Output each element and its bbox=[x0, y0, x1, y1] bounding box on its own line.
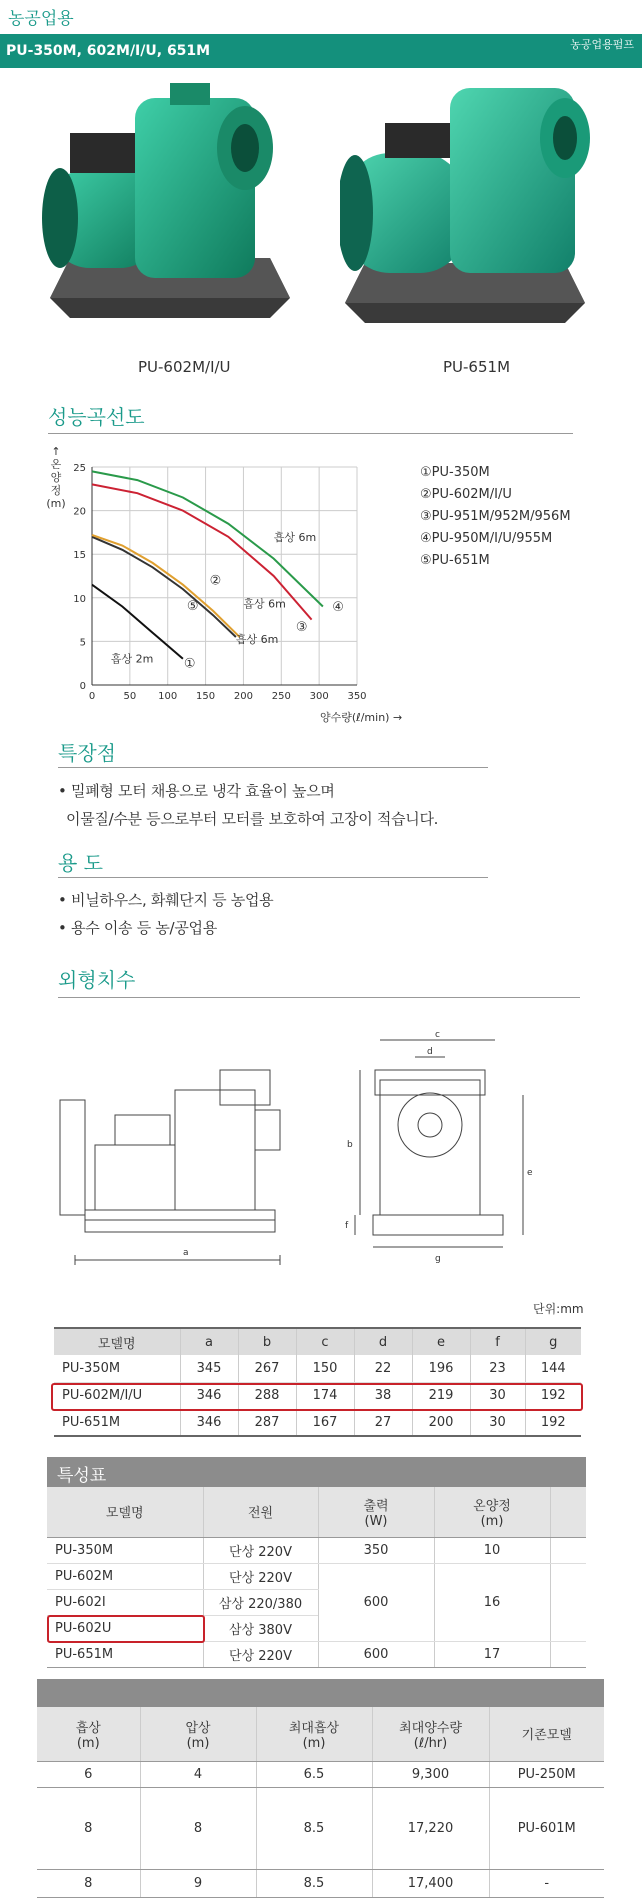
features-title: 특장점 bbox=[58, 741, 116, 765]
table-header: 출력 (W) bbox=[318, 1487, 434, 1537]
x-tick-label: 150 bbox=[196, 691, 216, 702]
table-cell: PU-602M bbox=[47, 1563, 203, 1589]
table-cell: 8 bbox=[37, 1787, 140, 1869]
table-cell: PU-602U bbox=[47, 1615, 203, 1641]
curve-marker: ⑤ bbox=[186, 599, 199, 615]
table-cell: PU-601M bbox=[489, 1787, 604, 1869]
table-cell: 150 bbox=[296, 1355, 354, 1382]
table-cell: 16 bbox=[434, 1563, 550, 1641]
table-header: b bbox=[238, 1328, 296, 1355]
table-cell: 38 bbox=[354, 1382, 412, 1409]
table-cell: 600 bbox=[318, 1563, 434, 1641]
legend-item: ⑤PU-651M bbox=[420, 553, 490, 568]
table-cell: 287 bbox=[238, 1409, 296, 1436]
performance-chart bbox=[60, 455, 410, 725]
usage-title: 용 도 bbox=[58, 851, 103, 875]
table-header: 압상 (m) bbox=[140, 1707, 256, 1761]
product-caption: PU-602M/I/U bbox=[138, 358, 231, 376]
table-cell: PU-602I bbox=[47, 1589, 203, 1615]
table-cell: PU-350M bbox=[47, 1537, 203, 1563]
table-cell: 17,220 bbox=[372, 1787, 489, 1869]
highlight-box bbox=[47, 1615, 205, 1643]
legend-item: ②PU-602M/I/U bbox=[420, 487, 512, 502]
table-cell: 196 bbox=[412, 1355, 470, 1382]
dim-label-e: e bbox=[527, 1168, 533, 1178]
table-cell: 346 bbox=[180, 1409, 238, 1436]
table-cell: 단상 220V bbox=[203, 1537, 318, 1563]
suction-bar bbox=[37, 1679, 604, 1707]
table-row bbox=[37, 1761, 604, 1787]
product-caption: PU-651M bbox=[443, 358, 511, 376]
y-tick-label: 15 bbox=[73, 550, 86, 562]
table-cell: 17 bbox=[434, 1641, 550, 1667]
suction-table bbox=[37, 1707, 604, 1898]
curve-annotation: 흡상 2m bbox=[110, 652, 154, 666]
table-cell: 23 bbox=[470, 1355, 525, 1382]
curve-marker: ③ bbox=[295, 619, 308, 635]
specs-title: 특성표 bbox=[47, 1457, 586, 1487]
curve-annotation: 흡상 6m bbox=[243, 597, 286, 611]
table-cell bbox=[550, 1563, 586, 1641]
usage-line: • 용수 이송 등 농/공업용 bbox=[58, 919, 217, 937]
table-cell: 345 bbox=[180, 1355, 238, 1382]
dim-label-c: c bbox=[435, 1030, 440, 1040]
table-header: 모델명 bbox=[54, 1328, 180, 1355]
y-tick-label: 0 bbox=[79, 681, 86, 692]
table-header: c bbox=[296, 1328, 354, 1355]
y-tick-label: 5 bbox=[79, 637, 86, 649]
x-tick-label: 50 bbox=[123, 691, 137, 702]
table-row bbox=[47, 1537, 586, 1563]
dim-label-a: a bbox=[183, 1248, 189, 1258]
table-row bbox=[37, 1869, 604, 1897]
legend-item: ④PU-950M/I/U/955M bbox=[420, 531, 553, 546]
feature-line: 이물질/수분 등으로부터 모터를 보호하여 고장이 적습니다. bbox=[66, 810, 439, 828]
table-header: 흡상 (m) bbox=[37, 1707, 140, 1761]
table-cell bbox=[550, 1537, 586, 1563]
table-cell: 8.5 bbox=[256, 1787, 372, 1869]
pump-image-651 bbox=[340, 78, 610, 338]
table-header: e bbox=[412, 1328, 470, 1355]
feature-line: • 밀폐형 모터 채용으로 냉각 효율이 높으며 bbox=[58, 782, 335, 800]
table-header: 기존모델 bbox=[489, 1707, 604, 1761]
table-cell: 288 bbox=[238, 1382, 296, 1409]
legend-item: ①PU-350M bbox=[420, 465, 490, 480]
model-line: PU-350M, 602M/I/U, 651M bbox=[6, 43, 211, 59]
table-row bbox=[54, 1355, 581, 1382]
table-row bbox=[54, 1409, 581, 1436]
dimensions-title: 외형치수 bbox=[58, 968, 136, 992]
table-cell: 단상 220V bbox=[203, 1641, 318, 1667]
table-cell: 30 bbox=[470, 1382, 525, 1409]
table-cell: 8.5 bbox=[256, 1869, 372, 1897]
table-header: 최대흡상 (m) bbox=[256, 1707, 372, 1761]
table-cell: 192 bbox=[525, 1409, 581, 1436]
table-cell: 346 bbox=[180, 1382, 238, 1409]
highlight-box bbox=[51, 1383, 583, 1411]
x-tick-label: 250 bbox=[271, 691, 291, 702]
table-cell: - bbox=[489, 1869, 604, 1897]
x-tick-label: 300 bbox=[309, 691, 329, 702]
usage-line: • 비닐하우스, 화훼단지 등 농업용 bbox=[58, 891, 274, 909]
table-header: f bbox=[470, 1328, 525, 1355]
curve-annotation: 흡상 6m bbox=[235, 633, 279, 647]
x-axis-label: 양수량(ℓ/min) → bbox=[320, 711, 403, 724]
table-cell: 6.5 bbox=[256, 1761, 372, 1787]
side-view-drawing bbox=[55, 1060, 295, 1280]
table-row bbox=[47, 1641, 586, 1667]
table-cell: 4 bbox=[140, 1761, 256, 1787]
curve-marker: ① bbox=[183, 656, 196, 672]
series-line-1 bbox=[92, 585, 183, 659]
table-cell: 9,300 bbox=[372, 1761, 489, 1787]
table-header bbox=[550, 1487, 586, 1537]
table-row bbox=[37, 1787, 604, 1869]
dim-label-f: f bbox=[345, 1221, 349, 1231]
dim-label-g: g bbox=[435, 1254, 441, 1264]
legend-item: ③PU-951M/952M/956M bbox=[420, 509, 571, 524]
table-cell: 174 bbox=[296, 1382, 354, 1409]
table-cell: PU-350M bbox=[54, 1355, 180, 1382]
table-cell: 27 bbox=[354, 1409, 412, 1436]
table-cell: 단상 220V bbox=[203, 1563, 318, 1589]
table-header: a bbox=[180, 1328, 238, 1355]
table-cell: 17,400 bbox=[372, 1869, 489, 1897]
y-tick-label: 10 bbox=[73, 593, 86, 605]
model-bar bbox=[0, 34, 642, 68]
pump-image-602 bbox=[40, 78, 310, 338]
y-axis-label: ↑ 온 양 정 (m) bbox=[46, 445, 66, 510]
table-cell: PU-250M bbox=[489, 1761, 604, 1787]
table-cell: 삼상 380V bbox=[203, 1615, 318, 1641]
unit-label: 단위:mm bbox=[533, 1302, 584, 1316]
divider bbox=[58, 877, 488, 878]
divider bbox=[48, 433, 573, 434]
table-cell: 144 bbox=[525, 1355, 581, 1382]
table-header: 전원 bbox=[203, 1487, 318, 1537]
table-header: 온양정 (m) bbox=[434, 1487, 550, 1537]
category-label: 농공업용펌프 bbox=[570, 38, 634, 51]
curve-marker: ④ bbox=[332, 599, 344, 615]
x-tick-label: 200 bbox=[233, 691, 253, 702]
table-cell: 219 bbox=[412, 1382, 470, 1409]
y-tick-label: 25 bbox=[73, 463, 86, 474]
table-header: 모델명 bbox=[47, 1487, 203, 1537]
table-cell: 167 bbox=[296, 1409, 354, 1436]
divider bbox=[58, 997, 580, 998]
page-title: 농공업용 bbox=[8, 9, 74, 29]
table-cell: 192 bbox=[525, 1382, 581, 1409]
table-header: g bbox=[525, 1328, 581, 1355]
table-cell: 200 bbox=[412, 1409, 470, 1436]
dim-label-d: d bbox=[427, 1047, 433, 1057]
table-header: d bbox=[354, 1328, 412, 1355]
table-cell: 10 bbox=[434, 1537, 550, 1563]
table-cell: 삼상 220/380 bbox=[203, 1589, 318, 1615]
x-tick-label: 350 bbox=[347, 691, 367, 702]
table-cell: 350 bbox=[318, 1537, 434, 1563]
table-cell: 22 bbox=[354, 1355, 412, 1382]
chart-legend bbox=[420, 465, 571, 575]
table-cell: 6 bbox=[37, 1761, 140, 1787]
dim-label-b: b bbox=[347, 1140, 353, 1150]
table-cell bbox=[550, 1641, 586, 1667]
table-cell: PU-651M bbox=[54, 1409, 180, 1436]
divider bbox=[58, 767, 488, 768]
performance-title: 성능곡선도 bbox=[48, 405, 145, 429]
y-tick-label: 20 bbox=[73, 506, 86, 518]
table-cell: 267 bbox=[238, 1355, 296, 1382]
table-header: 최대양수량 (ℓ/hr) bbox=[372, 1707, 489, 1761]
table-cell: 600 bbox=[318, 1641, 434, 1667]
front-view-drawing bbox=[345, 1025, 550, 1265]
table-cell: 9 bbox=[140, 1869, 256, 1897]
x-tick-label: 100 bbox=[158, 691, 178, 702]
dimensions-table bbox=[54, 1327, 581, 1437]
table-cell: PU-651M bbox=[47, 1641, 203, 1667]
table-row bbox=[47, 1563, 586, 1589]
x-tick-label: 0 bbox=[88, 691, 96, 702]
table-cell: 30 bbox=[470, 1409, 525, 1436]
table-cell: PU-602M/I/U bbox=[54, 1382, 180, 1409]
curve-marker: ② bbox=[209, 573, 222, 589]
table-cell: 8 bbox=[140, 1787, 256, 1869]
table-cell: 8 bbox=[37, 1869, 140, 1897]
curve-annotation: 흡상 6m bbox=[273, 531, 317, 545]
